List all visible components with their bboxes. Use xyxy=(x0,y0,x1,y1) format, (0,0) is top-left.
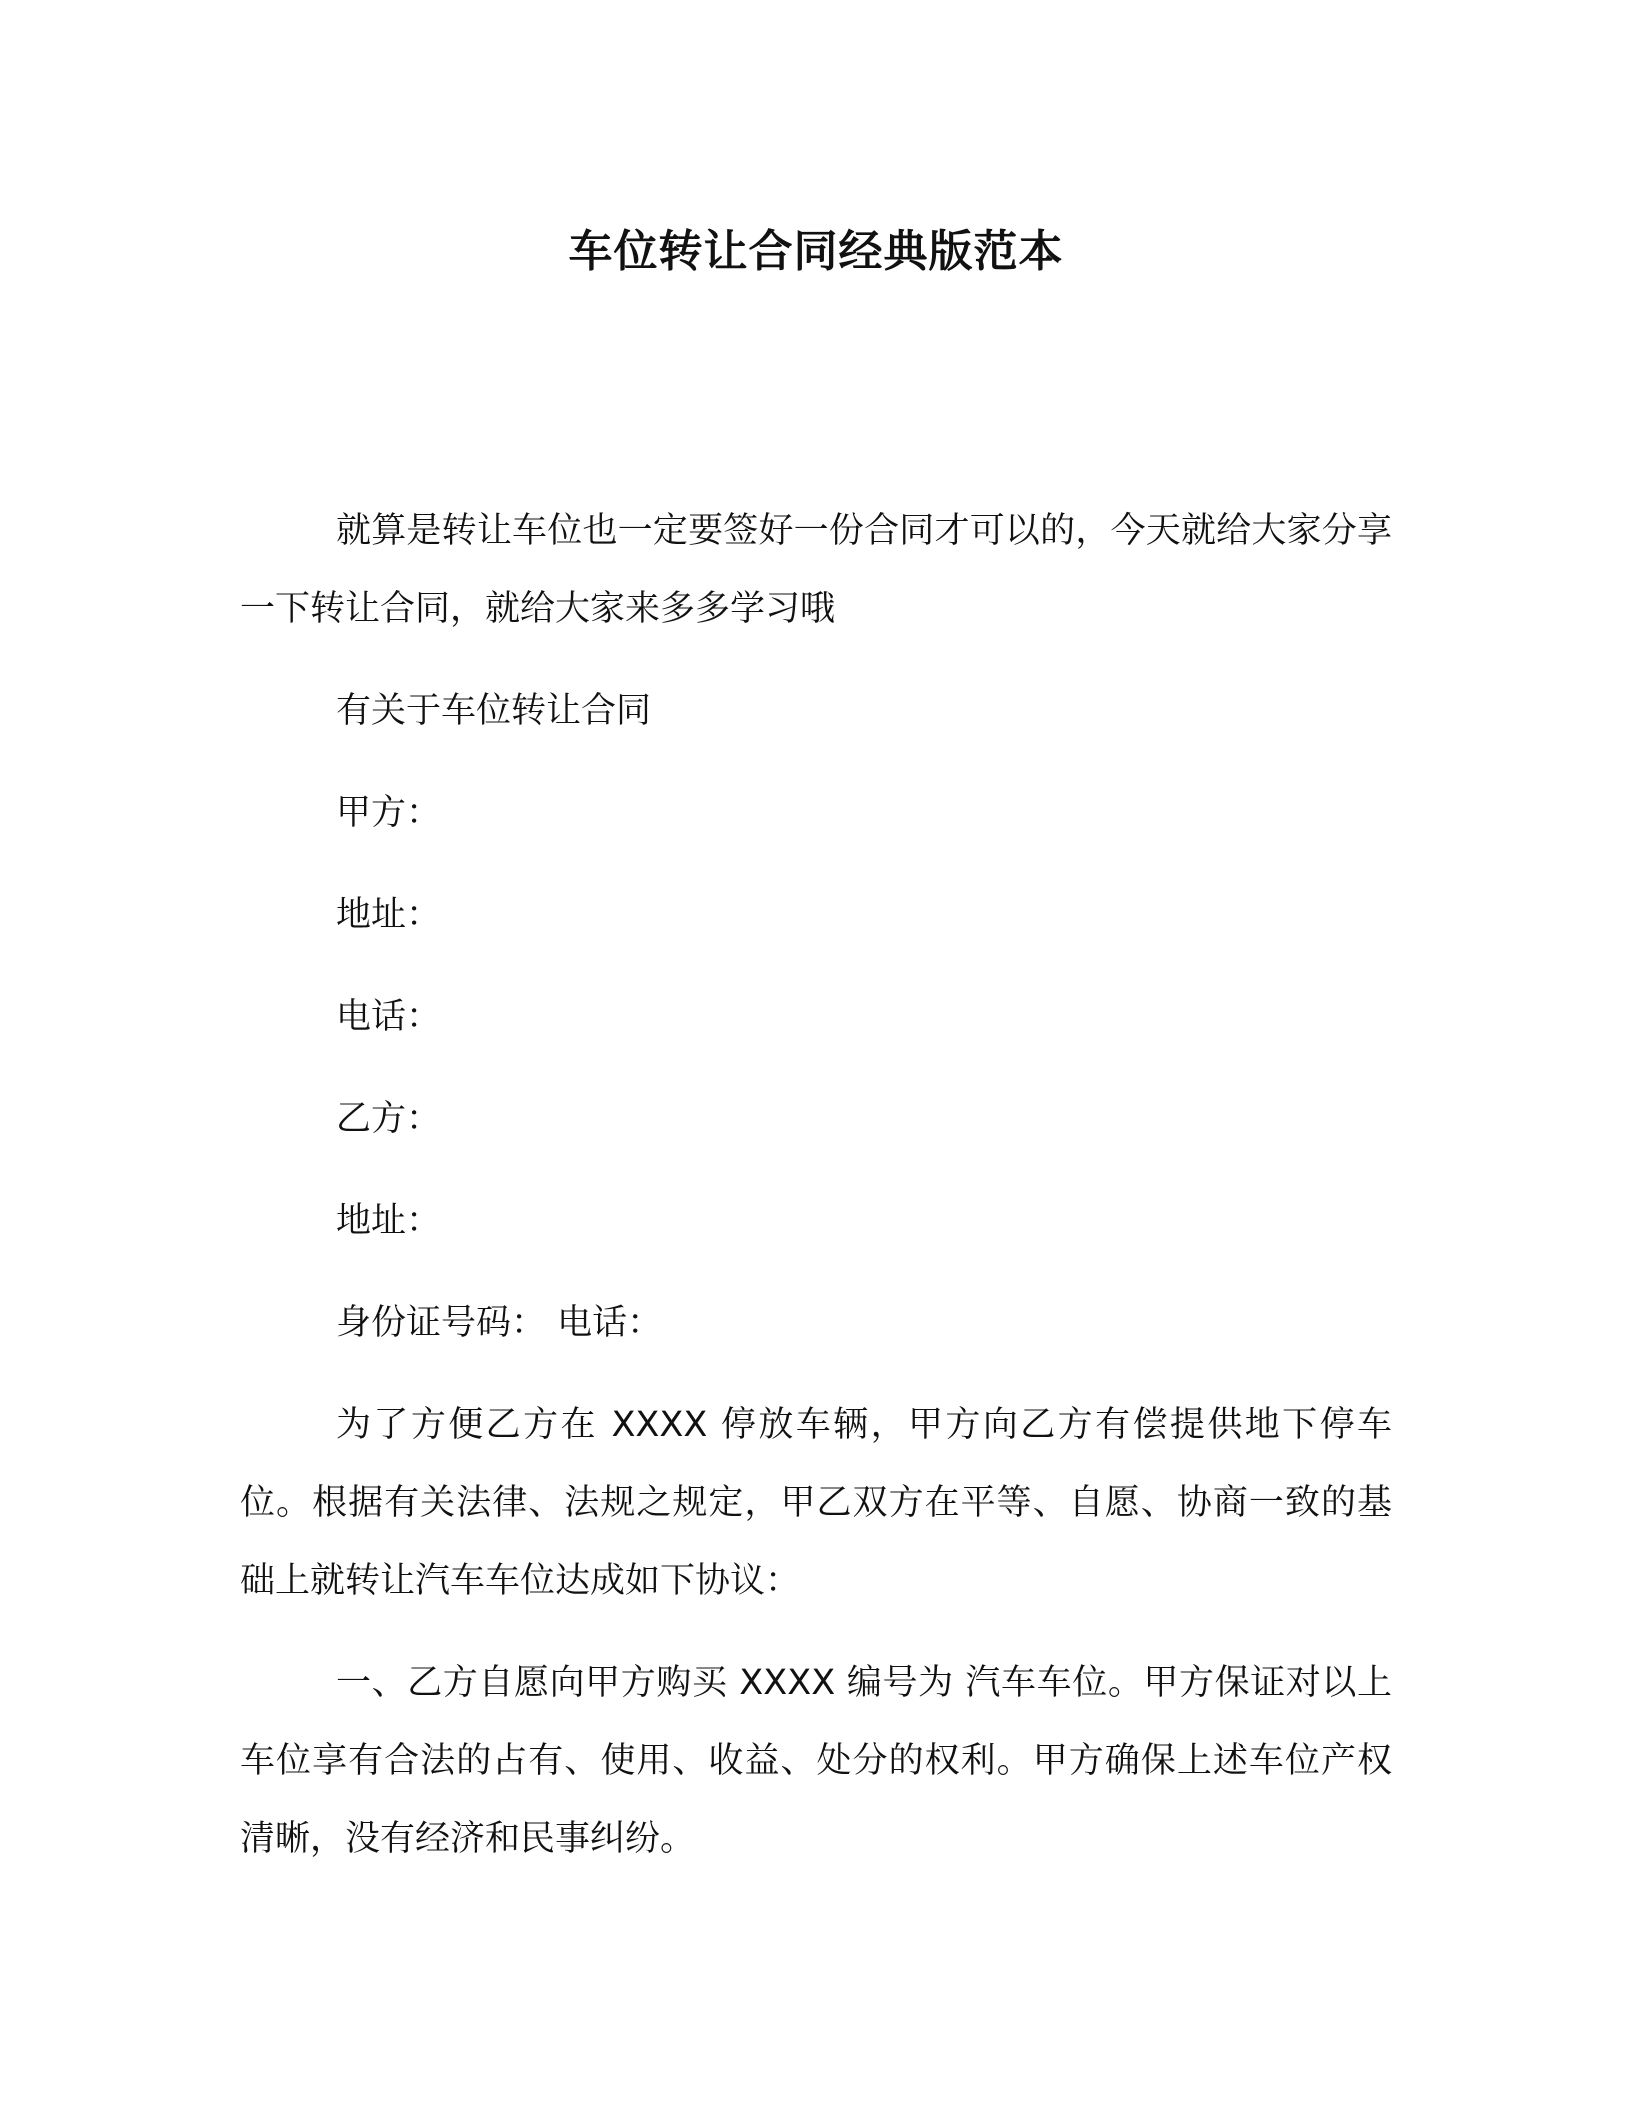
party-a-field: 甲方： xyxy=(336,793,442,833)
document-body xyxy=(240,492,1392,1878)
document-title: 车位转让合同经典版范本 xyxy=(568,226,1064,277)
party-b-field: 乙方： xyxy=(336,1099,442,1139)
agreement-preamble: 为了方便乙方在 XXXX 停放车辆，甲方向乙方有偿提供地下停车位。根据有关法律、法规之规定，甲乙双方在平等、自愿、协商一致的基础上就转让汽车车位达成如下协议： xyxy=(240,1405,1392,1601)
clause-one: 一、乙方自愿向甲方购买 XXXX 编号为 汽车车位。甲方保证对以上车位享有合法的占有、使用、收益、处分的权利。甲方确保上述车位产权清晰，没有经济和民事纠纷。 xyxy=(240,1663,1392,1859)
contract-heading: 有关于车位转让合同 xyxy=(336,691,652,731)
party-b-address-field: 地址： xyxy=(336,1201,442,1241)
party-a-address-field: 地址： xyxy=(336,895,442,935)
id-phone-field: 身份证号码： 电话： xyxy=(336,1303,663,1343)
intro-paragraph: 就算是转让车位也一定要签好一份合同才可以的，今天就给大家分享一下转让合同，就给大家来多多学习哦 xyxy=(240,511,1392,629)
party-a-phone-field: 电话： xyxy=(336,997,442,1037)
